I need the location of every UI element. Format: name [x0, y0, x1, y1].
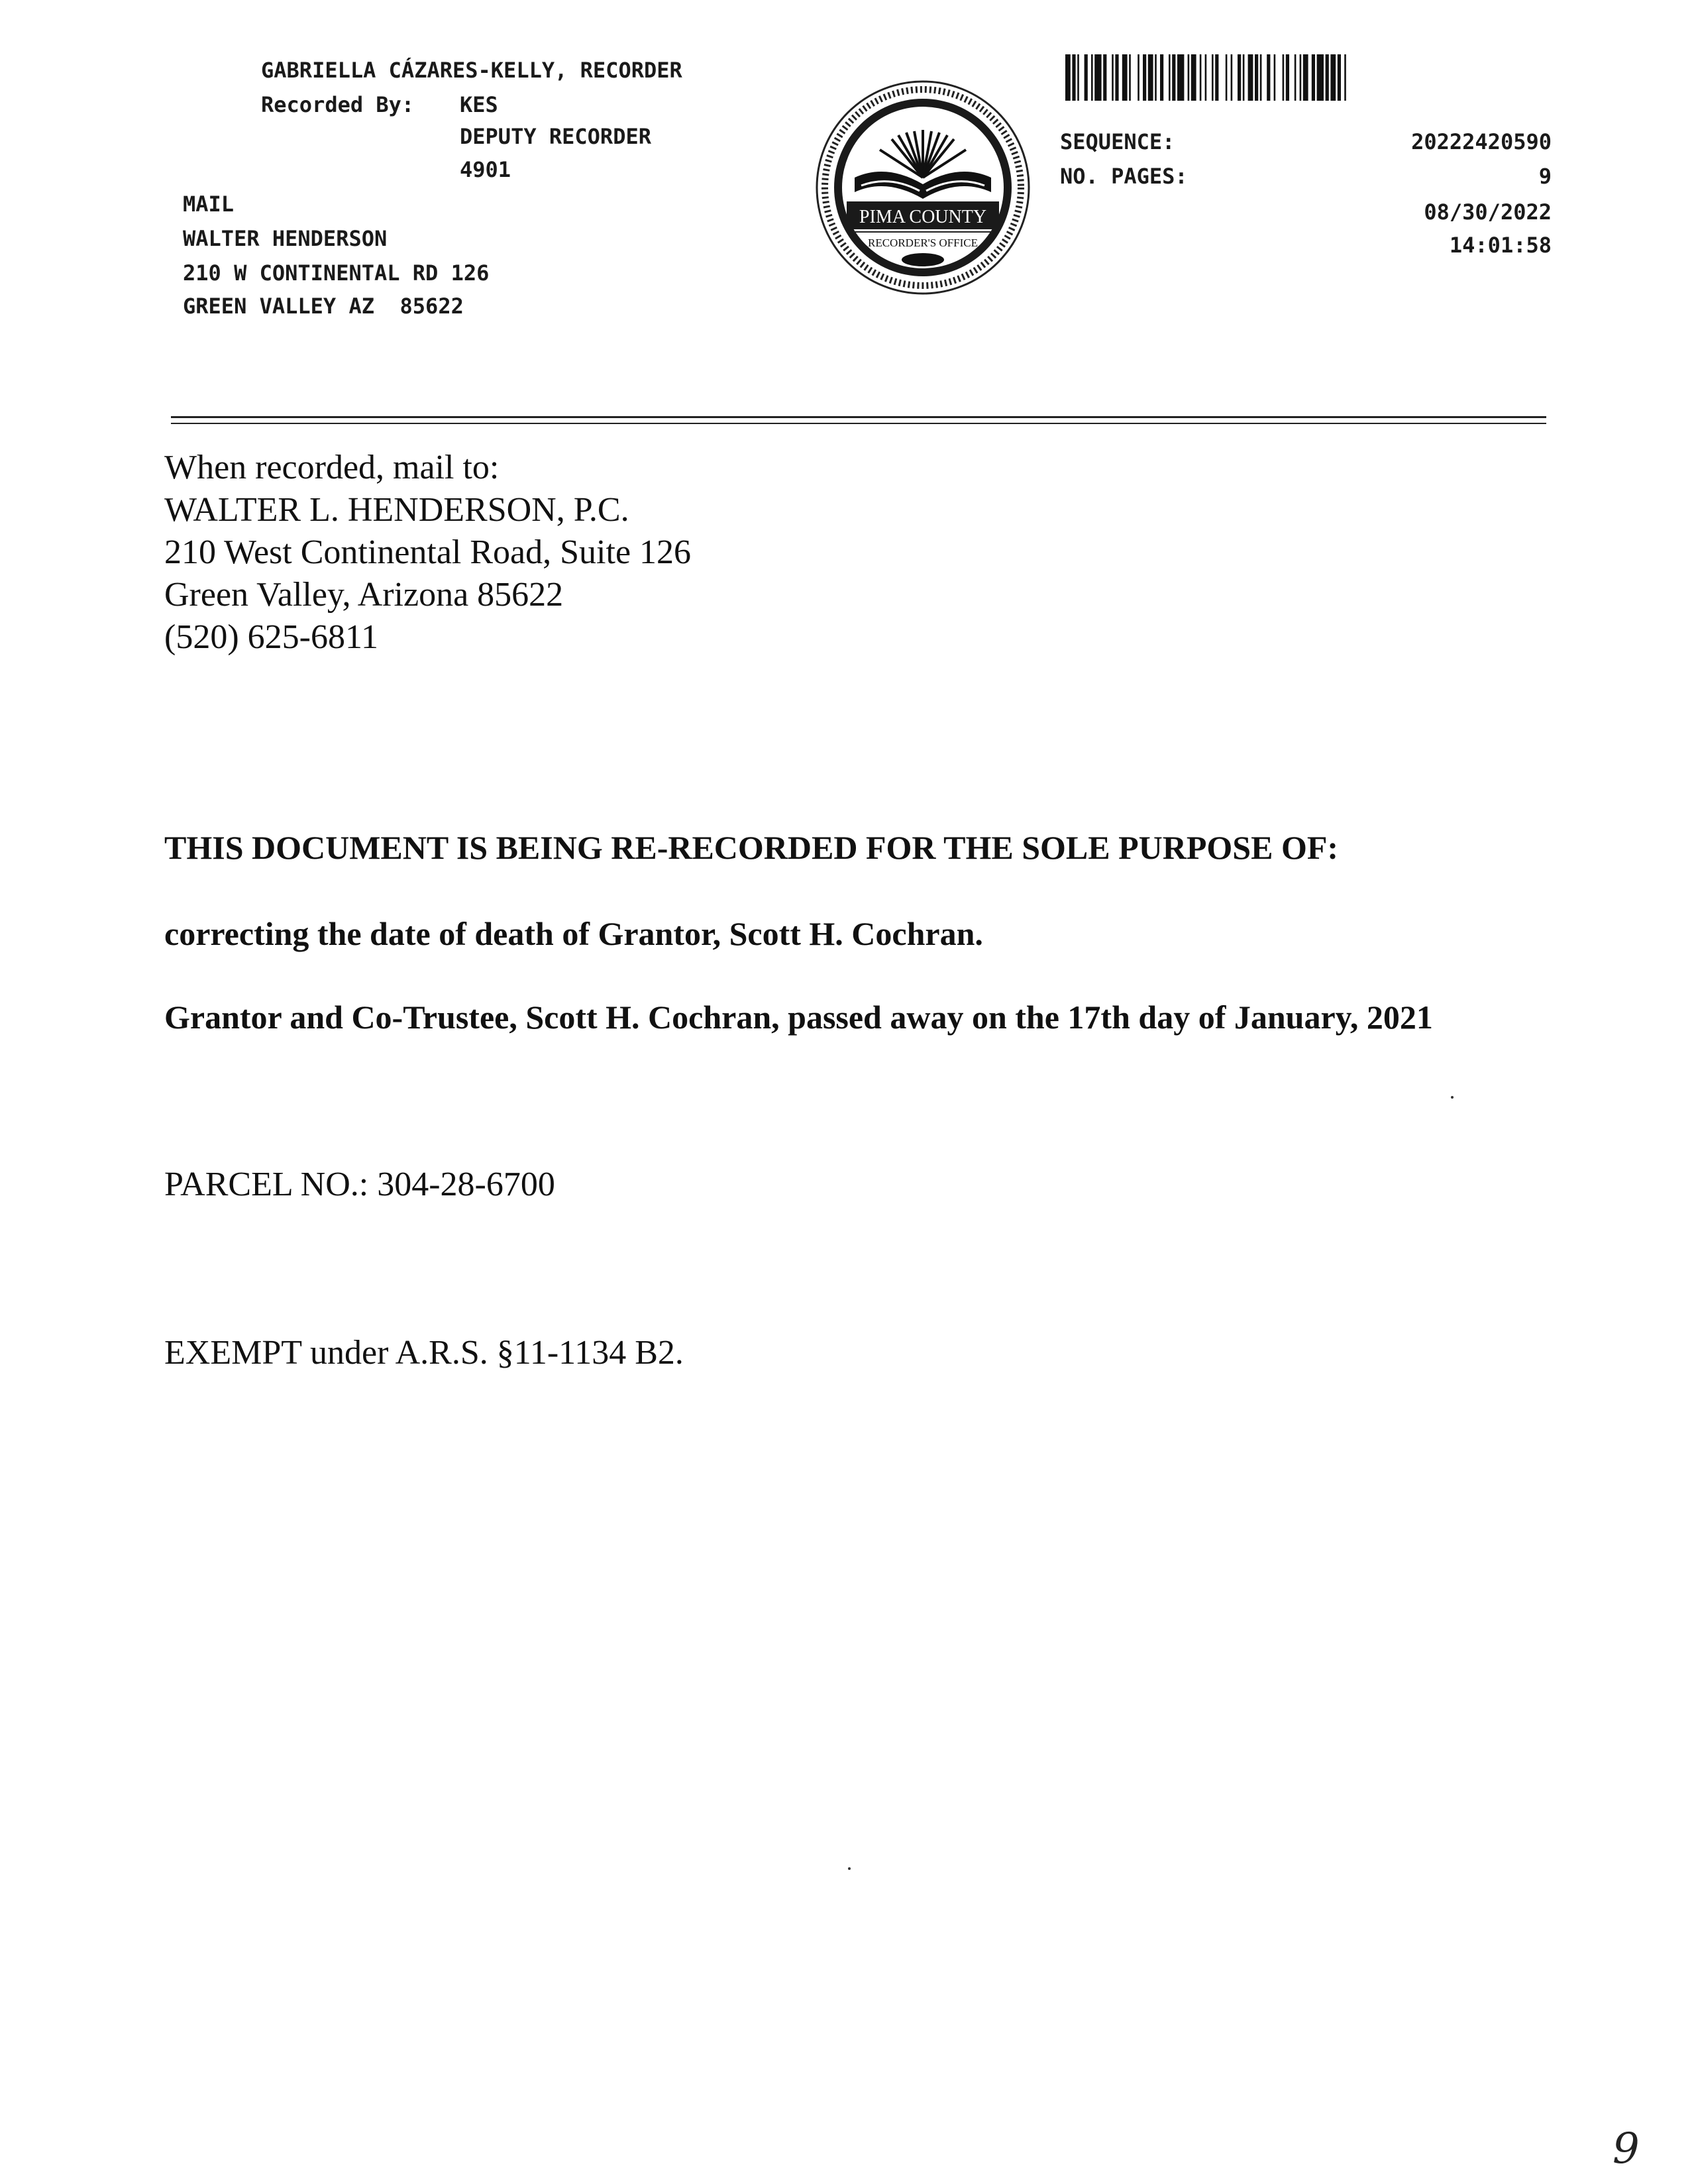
sequence-value: 20222420590: [1411, 129, 1552, 154]
barcode-bar: [1191, 54, 1196, 101]
barcode-bar: [1238, 54, 1241, 101]
seal-top-text: PIMA COUNTY: [859, 207, 987, 227]
re-recording-purpose: correcting the date of death of Grantor, Scott H. Cochran.: [164, 915, 983, 952]
seal-bottom-text: RECORDER'S OFFICE: [867, 237, 979, 249]
barcode-bar: [1115, 54, 1118, 101]
barcode-bar: [1300, 54, 1302, 101]
barcode-bar: [1200, 54, 1202, 101]
barcode-bar: [1274, 54, 1276, 101]
barcode-bar: [1103, 54, 1106, 101]
pages-value: 9: [1538, 164, 1552, 189]
barcode-bar: [1212, 54, 1214, 101]
recorder-name-line: GABRIELLA CÁZARES-KELLY, RECORDER: [261, 58, 682, 83]
barcode-bar: [1231, 54, 1233, 101]
recorded-by-value: KES: [460, 92, 498, 117]
barcode-bar: [1085, 54, 1088, 101]
pages-label: NO. PAGES:: [1060, 164, 1188, 189]
recorded-by-label: Recorded By:: [261, 92, 415, 117]
return-address-line4: Green Valley, Arizona 85622: [164, 576, 564, 614]
barcode-bar: [1215, 54, 1218, 101]
barcode-bar: [1248, 54, 1253, 101]
barcode-bar: [1255, 54, 1258, 101]
barcode-bar: [1072, 54, 1075, 101]
parcel-number: PARCEL NO.: 304-28-6700: [164, 1166, 555, 1203]
barcode-bar: [1177, 54, 1184, 101]
return-address-line5: (520) 625-6811: [164, 618, 379, 656]
mail-name: WALTER HENDERSON: [183, 226, 388, 251]
exemption-statement: EXEMPT under A.R.S. §11-1134 B2.: [164, 1334, 684, 1372]
recording-time: 14:01:58: [1449, 233, 1552, 258]
barcode-bar: [1338, 54, 1341, 101]
barcode-bar: [1122, 54, 1128, 101]
barcode-bar: [1226, 54, 1228, 101]
barcode-bar: [1326, 54, 1329, 101]
mail-city: GREEN VALLEY AZ 85622: [183, 294, 464, 319]
barcode-bar: [1094, 54, 1101, 101]
barcode-bar: [1188, 54, 1190, 101]
barcode-bar: [1344, 54, 1346, 101]
handwritten-page-number: 9: [1613, 2124, 1640, 2173]
barcode-bar: [1267, 54, 1270, 101]
barcode-bar: [1303, 54, 1308, 101]
barcode-bar: [1243, 54, 1245, 101]
stray-mark: [848, 1867, 851, 1870]
barcode-bar: [1143, 54, 1146, 101]
barcode-bar: [1169, 54, 1171, 101]
stray-mark: [1451, 1096, 1454, 1099]
barcode-bar: [1260, 54, 1262, 101]
barcode-bar: [1205, 54, 1207, 101]
barcode-bar: [1129, 54, 1131, 101]
barcode-icon: [1065, 54, 1509, 101]
barcode-bar: [1155, 54, 1157, 101]
barcode-bar: [1312, 54, 1315, 101]
pima-county-recorder-seal-icon: [814, 78, 1032, 297]
barcode-bar: [1286, 54, 1289, 101]
barcode-bar: [1148, 54, 1153, 101]
return-address-line2: WALTER L. HENDERSON, P.C.: [164, 491, 629, 529]
barcode-bar: [1077, 54, 1079, 101]
barcode-bar: [1330, 54, 1336, 101]
header-divider-bottom: [171, 423, 1546, 424]
re-recording-statement: Grantor and Co-Trustee, Scott H. Cochran, passed away on the 17th day of January, 2021: [164, 999, 1433, 1036]
return-address-line3: 210 West Continental Road, Suite 126: [164, 533, 692, 571]
barcode-bar: [1138, 54, 1140, 101]
barcode-bar: [1091, 54, 1093, 101]
recording-date: 08/30/2022: [1424, 199, 1552, 225]
sequence-label: SEQUENCE:: [1060, 129, 1175, 154]
barcode-bar: [1112, 54, 1114, 101]
barcode-bar: [1172, 54, 1175, 101]
re-recording-heading: THIS DOCUMENT IS BEING RE-RECORDED FOR THE SOLE PURPOSE OF:: [164, 829, 1339, 866]
barcode-bar: [1283, 54, 1285, 101]
return-address-line1: When recorded, mail to:: [164, 449, 500, 486]
mail-label: MAIL: [183, 191, 235, 217]
header-divider-top: [171, 416, 1546, 418]
mail-street: 210 W CONTINENTAL RD 126: [183, 260, 490, 286]
barcode-bar: [1295, 54, 1297, 101]
deputy-number: 4901: [460, 157, 511, 182]
barcode-bar: [1160, 54, 1163, 101]
deputy-recorder-line: DEPUTY RECORDER: [460, 124, 651, 149]
barcode-bar: [1317, 54, 1324, 101]
barcode-bar: [1065, 54, 1071, 101]
